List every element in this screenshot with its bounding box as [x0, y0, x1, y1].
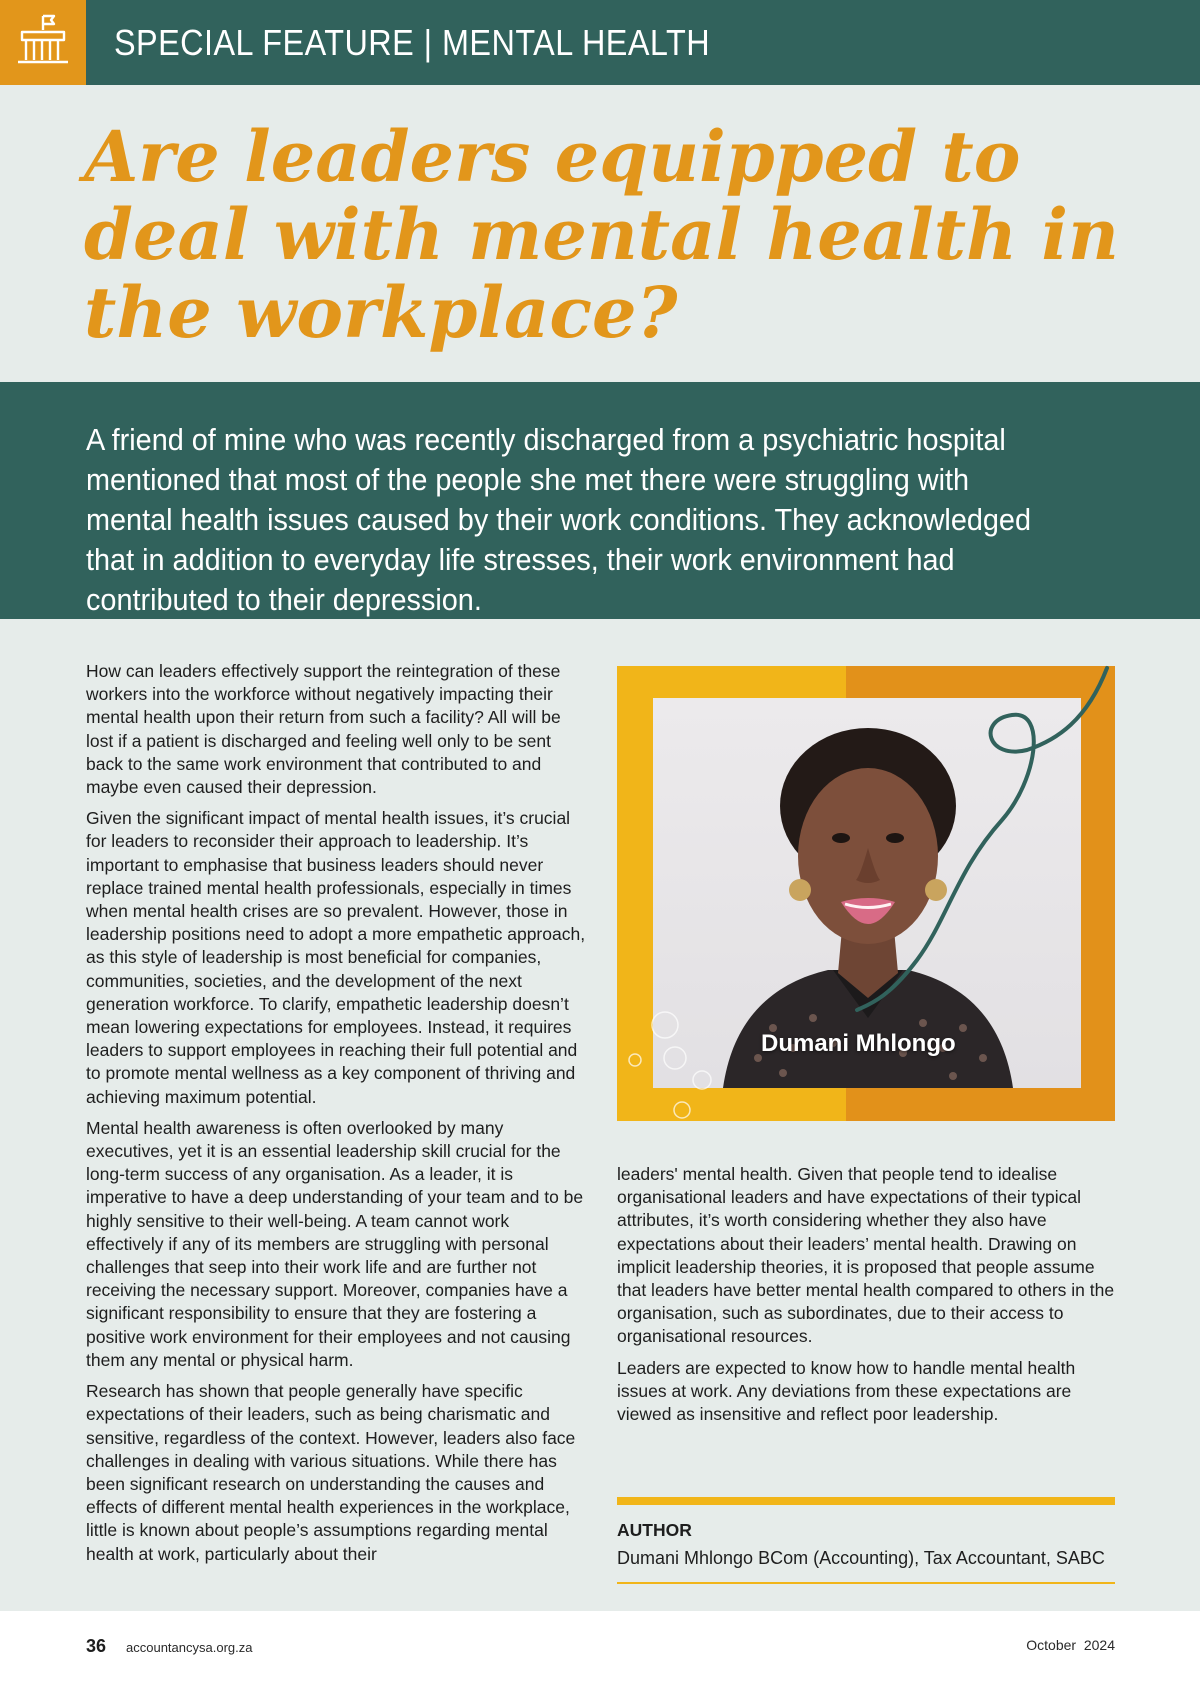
- article-headline: Are leaders equipped to deal with mental health in the workplace?: [84, 115, 1119, 354]
- header-icon-box: [0, 0, 86, 85]
- body-paragraph: leaders' mental health. Given that people tend to idealise organisational leaders and have expectations of their typical attributes, it’s worth considering whether they also have expectations about their leaders’ mental health. Drawing on implicit leadership theories, it is proposed that people assume that leaders have better mental health compared to others in the organisation, such as subordinates, due to their access to organisational resources.: [617, 1164, 1115, 1347]
- body-paragraph: How can leaders effectively support the reintegration of these workers into the workforce without negatively impacting their mental health upon their return from such a facility? All will be lost if a patient is discharged and feeling well only to be sent back to the same work environment that contributed to and maybe even caused their depression.: [86, 661, 561, 798]
- body-paragraph: Research has shown that people generally have specific expectations of their leaders, such as being charismatic and sensitive, regardless of the context. However, leaders also face challenges in dealing with various situations. While there has been significant research on understanding the causes and effects of different mental health experiences in the workplace, little is known about people’s assumptions regarding mental health at work, particularly about their: [86, 1381, 576, 1564]
- body-paragraph: Leaders are expected to know how to handle mental health issues at work. Any deviations from these expectations are viewed as insensitive and reflect poor leadership.: [617, 1357, 1076, 1425]
- photo-decoration: [617, 660, 1117, 1130]
- body-paragraph: Given the significant impact of mental health issues, it’s crucial for leaders to reconsider their approach to leadership. It’s important to emphasise that business leaders should never replace trained mental health professionals, especially in times when mental health crises are so prevalent. However, those in leadership positions need to adopt a more empathetic approach, as this style of leadership is most beneficial for companies, communities, societies, and the development of the next generation workforce. To clarify, empathetic leadership doesn’t mean lowering expectations for employees. Instead, it requires leaders to support employees in reaching their full potential and to promote mental wellness as a key component of thriving and achieving maximum potential.: [86, 808, 586, 1107]
- page-number: 36: [86, 1636, 107, 1656]
- photo-caption: Dumani Mhlongo: [761, 1030, 956, 1057]
- author-rule: [617, 1497, 1115, 1505]
- author-label: AUTHOR: [617, 1520, 692, 1540]
- body-column-left: [86, 660, 591, 1574]
- author-credit: Dumani Mhlongo BCom (Accounting), Tax Accountant, SABC: [617, 1548, 1105, 1568]
- section-title: SPECIAL FEATURE | MENTAL HEALTH: [114, 22, 711, 63]
- intro-paragraph: A friend of mine who was recently discharged from a psychiatric hospital mentioned that most of the people she met there were struggling with mental health issues caused by their work conditions. They acknowledged that in addition to everyday life stresses, their work environment had contributed to their depression.: [86, 422, 1031, 617]
- body-paragraph: Mental health awareness is often overlooked by many executives, yet it is an essential leadership skill crucial for the long-term success of any organisation. As a leader, it is imperative to have a deep understanding of your team and to be highly sensitive to their well-being. A team cannot work effectively if any of its members are struggling with personal challenges that seep into their work life and are further not receiving the necessary support. Moreover, companies have a significant responsibility to ensure that they are fostering a positive work environment for their employees and not causing them any mental or physical harm.: [86, 1117, 584, 1370]
- building-flag-icon: [12, 10, 74, 72]
- site-url: accountancysa.org.za: [126, 1640, 253, 1655]
- issue-date: October 2024: [1026, 1637, 1115, 1653]
- body-column-right: [617, 1163, 1117, 1434]
- author-rule-bottom: [617, 1582, 1115, 1584]
